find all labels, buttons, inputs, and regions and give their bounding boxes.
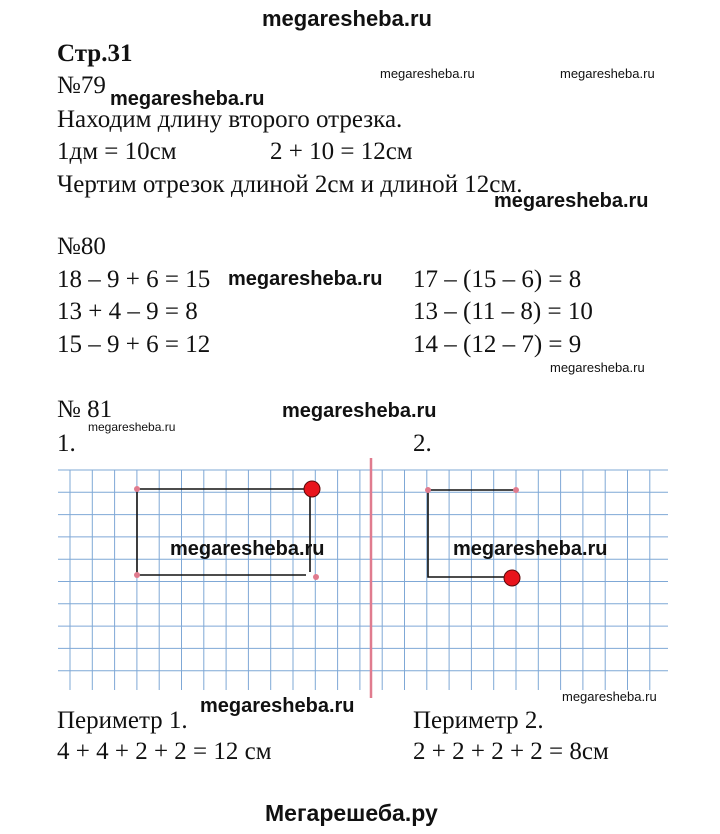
task80-right-3: 14 – (12 – 7) = 9 (413, 331, 582, 358)
page-title: Стр.31 (57, 40, 133, 67)
perimeter-2-title: Периметр 2. (413, 707, 544, 734)
figure-1-dot (134, 486, 140, 492)
task80-left-2: 13 + 4 – 9 = 8 (57, 298, 198, 325)
figure-1-dot (313, 574, 319, 580)
figure-2-segments (428, 490, 512, 577)
perimeter-2-equation: 2 + 2 + 2 + 2 = 8см (413, 738, 609, 765)
perimeter-1-title: Периметр 1. (57, 707, 188, 734)
figure-2-dot (513, 487, 519, 493)
watermark-small: megaresheba.ru (380, 66, 475, 81)
task79-eq1: 1дм = 10см (57, 138, 177, 165)
task80-left-3: 15 – 9 + 6 = 12 (57, 331, 211, 358)
task79-eq2: 2 + 10 = 12см (270, 138, 413, 165)
figure-1-dot (134, 572, 140, 578)
perimeter-1-equation: 4 + 4 + 2 + 2 = 12 см (57, 738, 272, 765)
watermark-top: megaresheba.ru (262, 6, 432, 31)
grid-lines (58, 470, 668, 690)
task80-right-2: 13 – (11 – 8) = 10 (413, 298, 593, 325)
watermark-big: megaresheba.ru (228, 268, 383, 290)
watermark-big: megaresheba.ru (453, 538, 608, 560)
watermark-big: megaresheba.ru (110, 88, 265, 110)
task81-number: № 81 (57, 396, 113, 423)
task81-label-1: 1. (57, 430, 76, 457)
figure-2-dot (425, 487, 431, 493)
figure-2-big-dot (504, 570, 520, 586)
watermark-big: megaresheba.ru (170, 538, 325, 560)
watermark-big: megaresheba.ru (282, 400, 437, 422)
task81-label-2: 2. (413, 430, 432, 457)
task80-number: №80 (57, 233, 106, 260)
task79-number: №79 (57, 72, 106, 99)
watermark-small: megaresheba.ru (88, 420, 176, 434)
figure-1-segments (137, 489, 312, 575)
figure-1-big-dot (304, 481, 320, 497)
watermark-big: megaresheba.ru (494, 190, 649, 212)
task80-left-1: 18 – 9 + 6 = 15 (57, 266, 211, 293)
watermark-small: megaresheba.ru (550, 360, 645, 375)
watermark-big: megaresheba.ru (200, 695, 355, 717)
task79-line1: Находим длину второго отрезка. (57, 106, 403, 133)
watermark-small: megaresheba.ru (562, 689, 657, 704)
task80-right-1: 17 – (15 – 6) = 8 (413, 266, 582, 293)
watermark-small: megaresheba.ru (560, 66, 655, 81)
task79-line3: Чертим отрезок длиной 2см и длиной 12см. (57, 171, 523, 198)
footer-brand: Мегарешеба.ру (265, 800, 438, 826)
